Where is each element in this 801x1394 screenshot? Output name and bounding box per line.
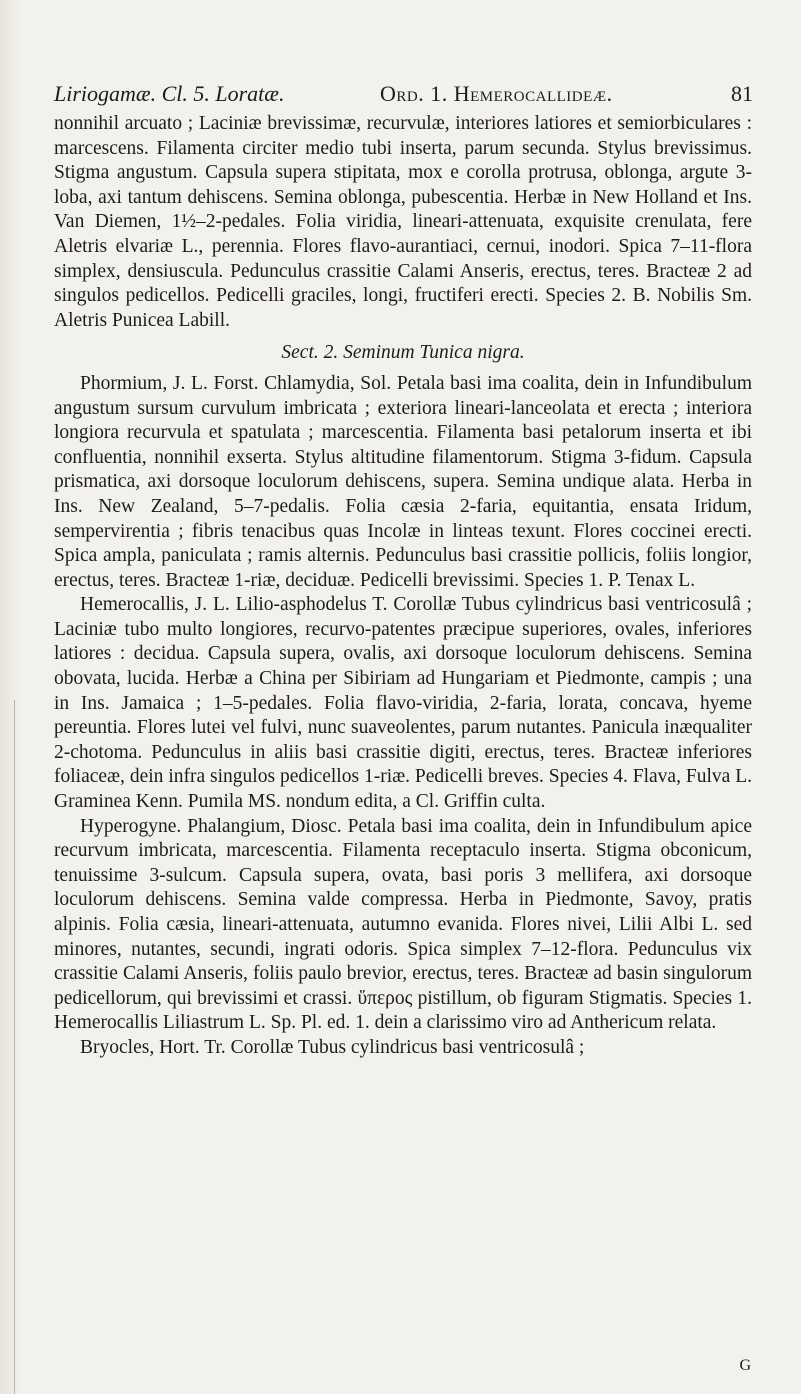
section-heading: Sect. 2. Seminum Tunica nigra. (281, 342, 525, 364)
paragraph-bryocles: Bryocles, Hort. Tr. Corollæ Tubus cylindricus basi ventricosulâ ; (80, 1036, 585, 1058)
paragraph-phormium: Phormium, J. L. Forst. Chlamydia, Sol. Petala basi ima coalita, dein in Infundibulum angustum sursum curvulum imbricata ; exteriora lineari-lanceolata et erecta ; interiora longiora recurvula et spatulata ; marcescentia. Filamenta basi petalorum inserta et ibi confluentia, nonnihil exserta. Stylus altitudine filamentorum. Stigma 3-fidum. Capsula prismatica, axi dorsoque loculorum dehiscens, supera. Semina undique alata. Herba in Ins. New Zealand, 5–7-pedalis. Folia cæsia 2-faria, equitantia, ensata Iridum, sempervirentia ; fibris tenacibus quas Incolæ in linteas texunt. Flores coccinei erecti. Spica ampla, paniculata ; ramis alternis. Pedunculus basi crassitie pollicis, foliis longior, erectus, teres. Bracteæ 1-riæ, deciduæ. Pedicelli brevissimi. Species 1. P. Tenax L. (54, 372, 752, 591)
paragraph-hyperogyne: Hyperogyne. Phalangium, Diosc. Petala basi ima coalita, dein in Infundibulum apice recurvum imbricata, marcescentia. Filamenta receptaculo inserta. Stigma obconicum, tenuissime 3-sulcum. Capsula supera, ovata, basi poris 3 mellifera, axi dorsoque loculorum dehiscens. Semina valde compressa. Herba in Piedmonte, Savoy, pratis alpinis. Folia cæsia, lineari-attenuata, autumno evanida. Flores nivei, Lilii Albi L. sed minores, nutantes, secundi, ingrati odoris. Spica simplex 7–12-flora. Pedunculus vix crassitie Calami Anseris, foliis paulo brevior, erectus, teres. Bracteæ ad basin singulorum pedicellorum, qui brevissimi et crassi. ὕπερος pistillum, ob figuram Stigmatis. Species 1. Hemerocallis Liliastrum L. Sp. Pl. ed. 1. dein a clarissimo viro ad Anthericum relata. (54, 815, 752, 1034)
header-middle: Ord. 1. Hemerocallideæ. (380, 81, 613, 106)
header-left: Liriogamæ. Cl. 5. Loratæ. (54, 81, 285, 106)
page-number: 81 (731, 81, 753, 106)
page-body (54, 112, 752, 1061)
signature-mark: G (739, 1357, 751, 1374)
running-header (54, 76, 761, 112)
binding-rule (14, 700, 15, 1394)
paragraph-blandfordia: nonnihil arcuato ; Laciniæ brevissimæ, recurvulæ, interiores latiores et semiorbiculares : marcescens. Filamenta circiter medio tubi inserta, parum secunda. Stylus brevissimus. Stigma angustum. Capsula supera stipitata, mox e corolla protrusa, oblonga, argute 3-loba, axi tantum dehiscens. Semina oblonga, pubescentia. Herbæ in New Holland et Ins. Van Diemen, 1½–2-pedales. Folia viridia, lineari-attenuata, exquisite crenulata, fere Aletris elvariæ L., perennia. Flores flavo-aurantiaci, cernui, inodori. Spica 7–11-flora simplex, densiuscula. Pedunculus crassitie Calami Anseris, erectus, teres. Bracteæ 2 ad singulos pedicellos. Pedicelli graciles, longi, fructiferi erecti. Species 2. B. Nobilis Sm. Aletris Punicea Labill. (54, 113, 752, 331)
page-edge (0, 0, 22, 1394)
paragraph-hemerocallis: Hemerocallis, J. L. Lilio-asphodelus T. Corollæ Tubus cylindricus basi ventricosulâ ; Laciniæ tubo multo longiores, recurvo-patentes præcipue superiores, ovales, inferiores latiores : decidua. Capsula supera, ovalis, axi dorsoque loculorum dehiscens. Semina obovata, lucida. Herbæ a China per Sibiriam ad Hungariam et Piedmonte, campis ; una in Ins. Jamaica ; 1–5-pedales. Folia flavo-viridia, 2-faria, lorata, concava, hyeme pereuntia. Flores lutei vel fulvi, nunc suaveolentes, parum nutantes. Panicula inæqualiter 2-chotoma. Pedunculus in aliis basi crassitie digiti, erectus, teres. Bracteæ inferiores foliaceæ, dein infra singulos pedicellos 1-riæ. Pedicelli breves. Species 4. Flava, Fulva L. Graminea Kenn. Pumila MS. nondum edita, a Cl. Griffin culta. (54, 594, 752, 813)
